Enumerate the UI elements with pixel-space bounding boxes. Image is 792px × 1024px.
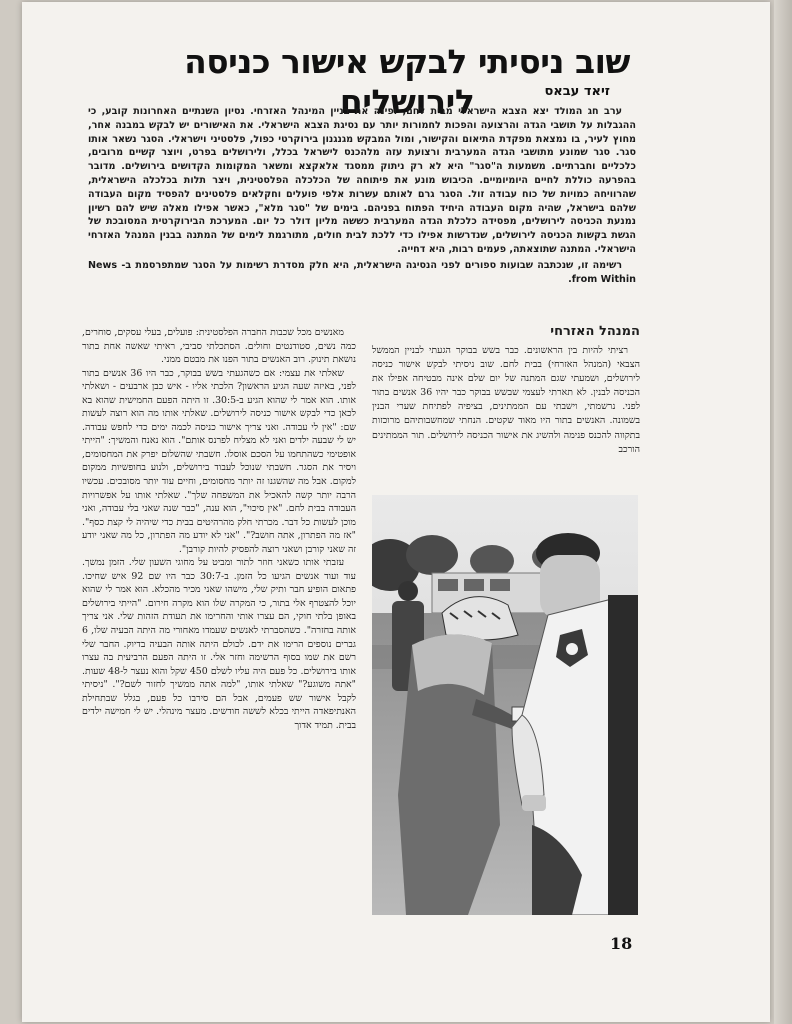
- left-column: [82, 326, 356, 916]
- checkpoint-photo: [372, 495, 638, 915]
- section-heading: המנהל האזרחי: [550, 324, 640, 339]
- author-byline: זיאד עבאס: [544, 84, 610, 99]
- page-edge: [774, 0, 792, 1024]
- page-number: 18: [610, 934, 633, 953]
- intro-note: רשימה זו, שנכתבה שבועות ספורים לפני הנסיגה הישראלית, היא חלק מסדרת רשימות על הסגר שמתפרסמת ב- News from Within.: [88, 259, 636, 285]
- right-column-paragraph: רציתי להיות בין הראשונים. כבר בשש בבוקר הגעתי לבניין הממשל הצבאי (המנהל האזרחי) בבית לחם. שוב ניסיתי לבקש אישור כניסה לירושלים, ושמעתי שגם המתנה של יום שלם אינה מבטיחה אפילו את הכניסה לבנין. לא תארתי לעצמי שבשש בבוקר כבר יהיו 36 אנשים בתור לפני. נרשמתי, וישבתי עם הממתינים, בציפיה לפתיחת שערי הבנין בשמונה. האנשים בתור היו מאוד שקטים. הנחתי שמחשבותיהם מרוכזות בתקווה להכנס פנימה ולהשיג את אישור הכניסה לירושלים. תור הממתינים הורכב: [372, 345, 640, 455]
- article-title: שוב ניסיתי לבקש אישור כניסה לירושלים: [184, 42, 630, 121]
- right-column: [372, 324, 640, 457]
- left-column-paragraph: שאלתי את עצמי: אם כשהגעתי בשש בבוקר, כבר היו 36 אנשים בתור לפני, באיזה שעה הגיע הראשון? הלכתי אליו - איש כבן ארבעים - ושאלתי אותו. הוא אמר לי שהוא הגיע ב-30:5. זו היתה הפעם החמישית שהוא בא לכאן כדי לבקש אישור כניסה לירושלים. שאלתי אותו מה הוא רוצה לעשות שם: "אין לי עבודה. ואני צריך אישור כניסה לכמה ימים כדי לחפש עבודה. יש לי שבעה ילדים ואני לא מצליח לפרנס אותם". הוא נאנח והמשיך: "הייתי אופטימי כשהתחמו על הסכם אוסלו. חשבתי שהשלום יפרק את המחסומים, ויסיר את הסגר. חשבתי שנוכל לעבוד בירושלים, ולנוע בחופשיות ממקום למקום. אבל מה שהשגנו זה יותר מחסומים, וחיים עוד יותר מסובכים. עכשיו הרבה יותר קשה להאכיל את המשפחה שלך". שאלתי אותו על אפשרויות העבודה בבית לחם. "אין סיכוי", הוא ענה, "כבר שנה שאני בלי עבודה, ואני מוכן לעשות כל דבר. מכרתי חלק מהרהיטים בבית כדי שיהיה לי קצת כסף". "אז מה הפתרון, אתה חושב?". "אני לא יודע מה הפתרון, כל מה שאני יודע זה שאני קורבן ושאני רוצה להפסיק להיות קורבן".: [82, 367, 356, 555]
- left-column-paragraph: עזבתי אותו כשאני חוזר לתור ומביט על מחוגי השעון שלי. הזמן נמשך. עוד ועוד אנשים הגיעו כל הזמן. ב-30:7 כבר היו שם 92 איש שחיכו. פתאום הופיע חבר ותיק שלי, מישהו שאני מכיר מהכלא. הוא אמר לי שהוא יוכל להצטרף אלי בתור, כי המקרה שלו הוא מקרה חירום. "הייתי בירושלים באופן בלתי חוקי, הם עצרו אותי והחרימו את תעודת הזהות שלי. אני צריך אותה בחזרה". כשהסברתי לאנשים שעמדו מאחורי מה היתה הבעיה שלו, 6 גברים נוספים הרימו את ידם. לכולם היתה אותה הבעיה בדיוק. החבר שלי רשם את שמו בסוף הרשימה וחזר אלי. זו היתה הפעם הרביעית בה עצרו אותו בירושלים. כל פעם היה עליו לשלם 450 שקל והוא נעצר ל-48 שעות. "אתה משוגע?" שאלתי אותו, "למה אתה ממשיך לחזור לשם?". "ניסיתי לקבל אישור שש פעמים, אבל הם סירבו כל פעם, בגלל שבתחילת האנתיפאדה הייתי בכלא לששה חודשים. מעצר מינהלי. יש לי חמישה ילדים בבית. תמיד אדוך: [82, 557, 356, 731]
- checkpoint-photo-illustration: [372, 495, 638, 915]
- article-intro: [88, 105, 636, 286]
- magazine-page: [22, 2, 770, 1022]
- left-column-paragraph: מאנשים מכל שכבות החברה הפלסטינית: פועלים, בעלי עסקים, סוחרים, כמה נשים, סטודנטים וחולים. הסתכלתי סביבי, ראיתי שאשה אחת בתור נושאת תינוק. רוב האנשים בתור הפנו את מבטם ממני.: [82, 327, 356, 366]
- intro-paragraph: ערב חג המולד יצא הצבא הישראלי מבית לחם, ופינה את בניין המינהל האזרחי. נסיון השנתיים האחרונות קובע, כי ההגבלות על תושבי הגדה והרצועה והפכות לחמורות יותר עם נסיגת הצבא הישראלי. את האישורים יש לבקש במבנה אחר, מחוץ לעיר, בו נמצאת מפקדת התיאום והקישור, ומול המבקש מגנגנון בירוקרטי כפול, פלסטיני וישראלי. הסגר נשאר אותו סגר. סגר שמונע מתושבי הגדה המערבית ורצועת עזה מלהכנס לישראל בכלל, ולירושלים בפרט, ויוצר קשיים מרובים, כלכליים וחברתיים. משמעות ה"סגר" היא לא רק ניתוק ממסגד אלאקצא ומשאר המקומות הקדושים בירושלים. מדובר בהפרעה כוללת לחיים היומיומיים. הכיבוש מונע את פיתוחה של הכלכלה הפלסטינית, ויצר תלות בכלכלה הישראלית, שהרוויחה כמויות של כוח עבודה זול. הסגר גרם לאותם עשרות אלפי פועלים וחקלאים פלסטינים להפסיד מקום העבודה שלהם בישראל, שהיה מקום העבודה היחיד הפתוח בפניהם. בימים של "סגר מלא", כאשר אפילו מאלה שיש להם רשיון נמנעת הכניסה לירושלים, מפסידה כלכלת הגדה המערבית כששה מליון דולר כל יום. המערכת הבירוקרטית המסובכת של הגשת בקשות הכניסה לירושלים, שנדרשות אפילו כדי ללכת לבית חולים, מתורגמת לימים של המתנה בבנין המנהל האזרחי הישראלי. המתנה שתוצאתה, פעמים רבות, היא דחייה.: [88, 106, 636, 255]
